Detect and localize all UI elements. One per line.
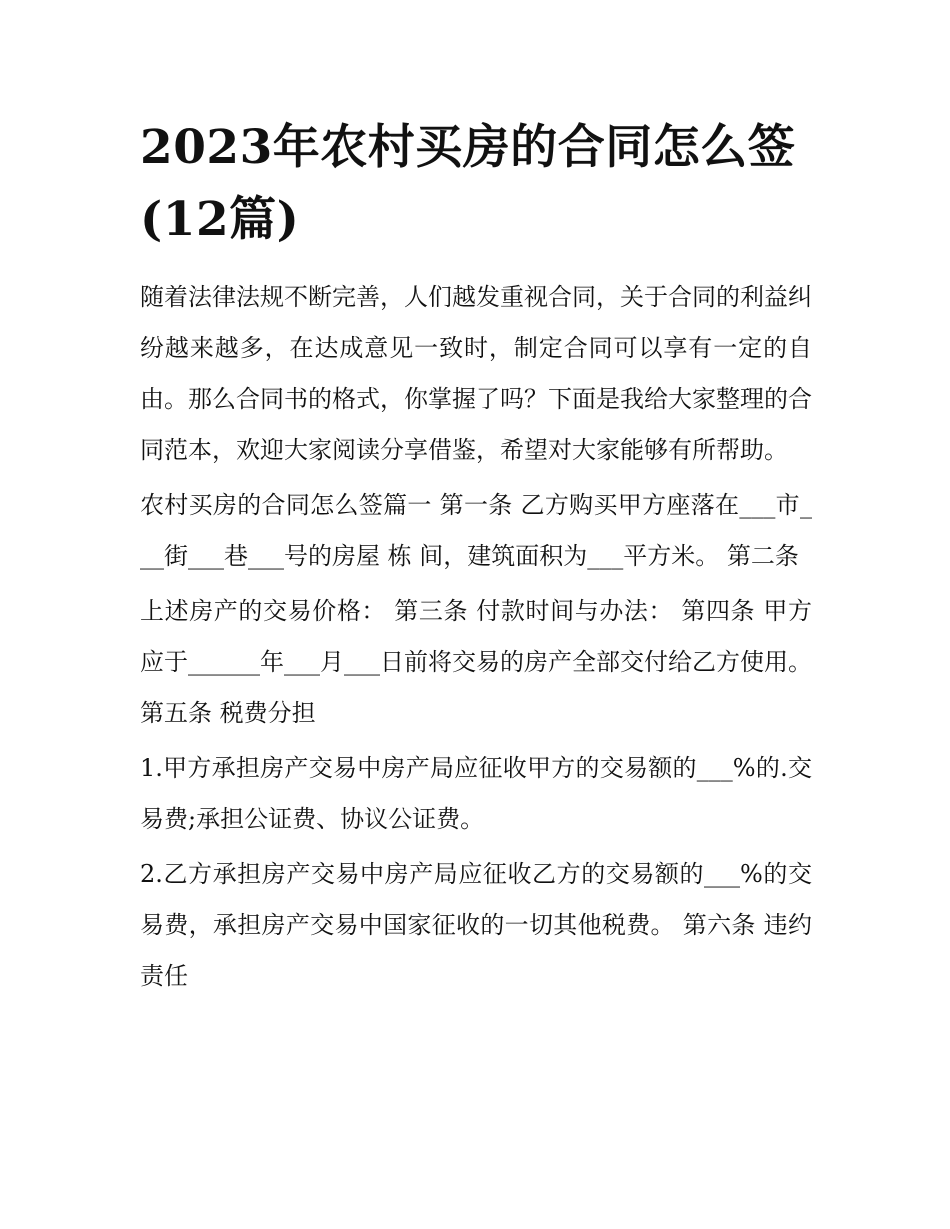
article-one-paragraph: 农村买房的合同怎么签篇一 第一条 乙方购买甲方座落在___市___街___巷___号的房屋 栋 间，建筑面积为___平方米。 第二条 [140,491,812,570]
tax-clause-1-paragraph: 1.甲方承担房产交易中房产局应征收甲方的交易额的___%的.交易费;承担公证费、协议公证费。 [140,754,812,833]
tax-clause-2-paragraph: 2.乙方承担房产交易中房产局应征收乙方的交易额的___%的交易费，承担房产交易中国家征收的一切其他税费。 第六条 违约责任 [140,860,812,990]
intro-paragraph: 随着法律法规不断完善，人们越发重视合同，关于合同的利益纠纷越来越多，在达成意见一致时，制定合同可以享有一定的自由。那么合同书的格式，你掌握了吗？下面是我给大家整理的合同范本，欢迎大家阅读分享借鉴，希望对大家能够有所帮助。 [140,283,812,464]
articles-three-to-five-paragraph: 上述房产的交易价格： 第三条 付款时间与办法： 第四条 甲方应于______年___月___日前将交易的房产全部交付给乙方使用。 第五条 税费分担 [140,597,812,727]
document-body [140,112,812,1006]
document-title: 2023年农村买房的合同怎么签(12篇) [140,120,796,247]
